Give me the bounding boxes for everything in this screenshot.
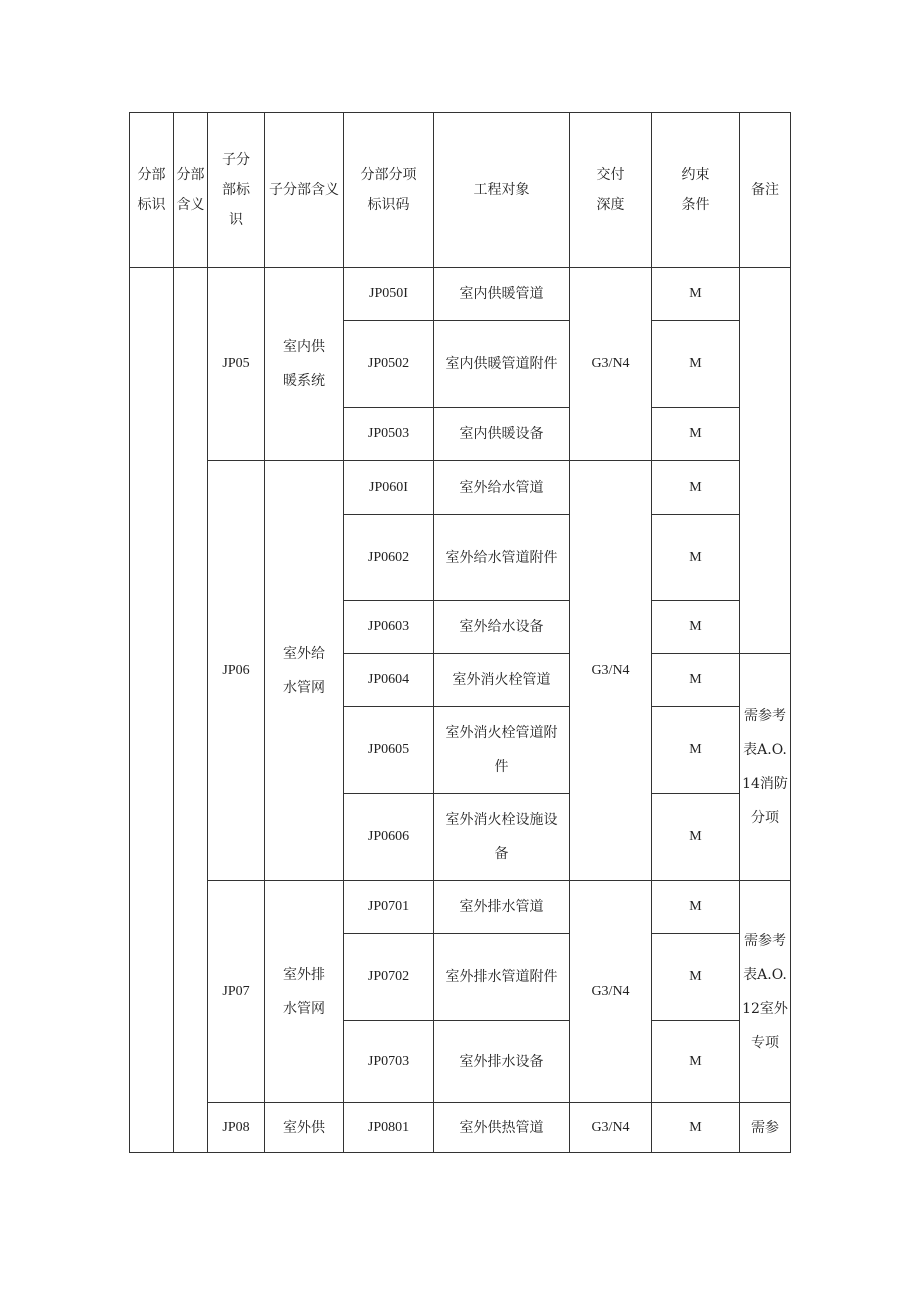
table-row bbox=[130, 1103, 791, 1153]
constraint: M bbox=[652, 707, 740, 794]
engineering-object: 室外给水管道 bbox=[434, 461, 570, 515]
engineering-object: 室外供热管道 bbox=[434, 1103, 570, 1153]
header-subdivision-id: 子分部标识 bbox=[208, 113, 265, 268]
constraint: M bbox=[652, 794, 740, 881]
item-code: JP0701 bbox=[344, 881, 434, 934]
division-meaning-cell bbox=[174, 268, 208, 1153]
spec-table bbox=[129, 112, 791, 1153]
delivery-depth: G3/N4 bbox=[570, 881, 652, 1103]
header-constraint: 约束条件 bbox=[652, 113, 740, 268]
table-row bbox=[130, 268, 791, 321]
header-item-code: 分部分项标识码 bbox=[344, 113, 434, 268]
subdivision-id: JP08 bbox=[208, 1103, 265, 1153]
item-code: JP0602 bbox=[344, 515, 434, 601]
header-division-id: 分部标识 bbox=[130, 113, 174, 268]
header-depth: 交付深度 bbox=[570, 113, 652, 268]
item-code: JP0702 bbox=[344, 934, 434, 1021]
item-code: JP0502 bbox=[344, 321, 434, 408]
constraint: M bbox=[652, 321, 740, 408]
table-row bbox=[130, 881, 791, 934]
engineering-object: 室外给水管道附件 bbox=[434, 515, 570, 601]
constraint: M bbox=[652, 515, 740, 601]
constraint: M bbox=[652, 601, 740, 654]
constraint: M bbox=[652, 654, 740, 707]
engineering-object: 室内供暖管道附件 bbox=[434, 321, 570, 408]
constraint: M bbox=[652, 1103, 740, 1153]
subdivision-meaning: 室外给水管网 bbox=[265, 461, 344, 881]
item-code: JP060I bbox=[344, 461, 434, 515]
header-division-meaning: 分部含义 bbox=[174, 113, 208, 268]
subdivision-id: JP07 bbox=[208, 881, 265, 1103]
division-id-cell bbox=[130, 268, 174, 1153]
constraint: M bbox=[652, 268, 740, 321]
item-code: JP0603 bbox=[344, 601, 434, 654]
header-subdivision-meaning: 子分部含义 bbox=[265, 113, 344, 268]
constraint: M bbox=[652, 1021, 740, 1103]
item-code: JP050I bbox=[344, 268, 434, 321]
item-code: JP0503 bbox=[344, 408, 434, 461]
notes-cell: 需参 bbox=[740, 1103, 791, 1153]
engineering-object: 室外消火栓设施设备 bbox=[434, 794, 570, 881]
item-code: JP0605 bbox=[344, 707, 434, 794]
header-notes: 备注 bbox=[740, 113, 791, 268]
subdivision-id: JP05 bbox=[208, 268, 265, 461]
engineering-object: 室外排水管道附件 bbox=[434, 934, 570, 1021]
engineering-object: 室内供暖管道 bbox=[434, 268, 570, 321]
subdivision-meaning: 室外供 bbox=[265, 1103, 344, 1153]
delivery-depth: G3/N4 bbox=[570, 268, 652, 461]
header-row bbox=[130, 113, 791, 268]
engineering-object: 室内供暖设备 bbox=[434, 408, 570, 461]
item-code: JP0604 bbox=[344, 654, 434, 707]
notes-cell: 需参考表A.O.14消防分项 bbox=[740, 654, 791, 881]
constraint: M bbox=[652, 461, 740, 515]
delivery-depth: G3/N4 bbox=[570, 1103, 652, 1153]
subdivision-meaning: 室外排水管网 bbox=[265, 881, 344, 1103]
item-code: JP0606 bbox=[344, 794, 434, 881]
engineering-object: 室外消火栓管道 bbox=[434, 654, 570, 707]
constraint: M bbox=[652, 408, 740, 461]
notes-cell: 需参考表A.O.12室外专项 bbox=[740, 881, 791, 1103]
delivery-depth: G3/N4 bbox=[570, 461, 652, 881]
constraint: M bbox=[652, 934, 740, 1021]
subdivision-id: JP06 bbox=[208, 461, 265, 881]
header-object: 工程对象 bbox=[434, 113, 570, 268]
engineering-object: 室外排水设备 bbox=[434, 1021, 570, 1103]
item-code: JP0801 bbox=[344, 1103, 434, 1153]
subdivision-meaning: 室内供暖系统 bbox=[265, 268, 344, 461]
engineering-object: 室外排水管道 bbox=[434, 881, 570, 934]
engineering-object: 室外给水设备 bbox=[434, 601, 570, 654]
engineering-object: 室外消火栓管道附件 bbox=[434, 707, 570, 794]
notes-cell bbox=[740, 268, 791, 654]
table-row bbox=[130, 461, 791, 515]
constraint: M bbox=[652, 881, 740, 934]
item-code: JP0703 bbox=[344, 1021, 434, 1103]
